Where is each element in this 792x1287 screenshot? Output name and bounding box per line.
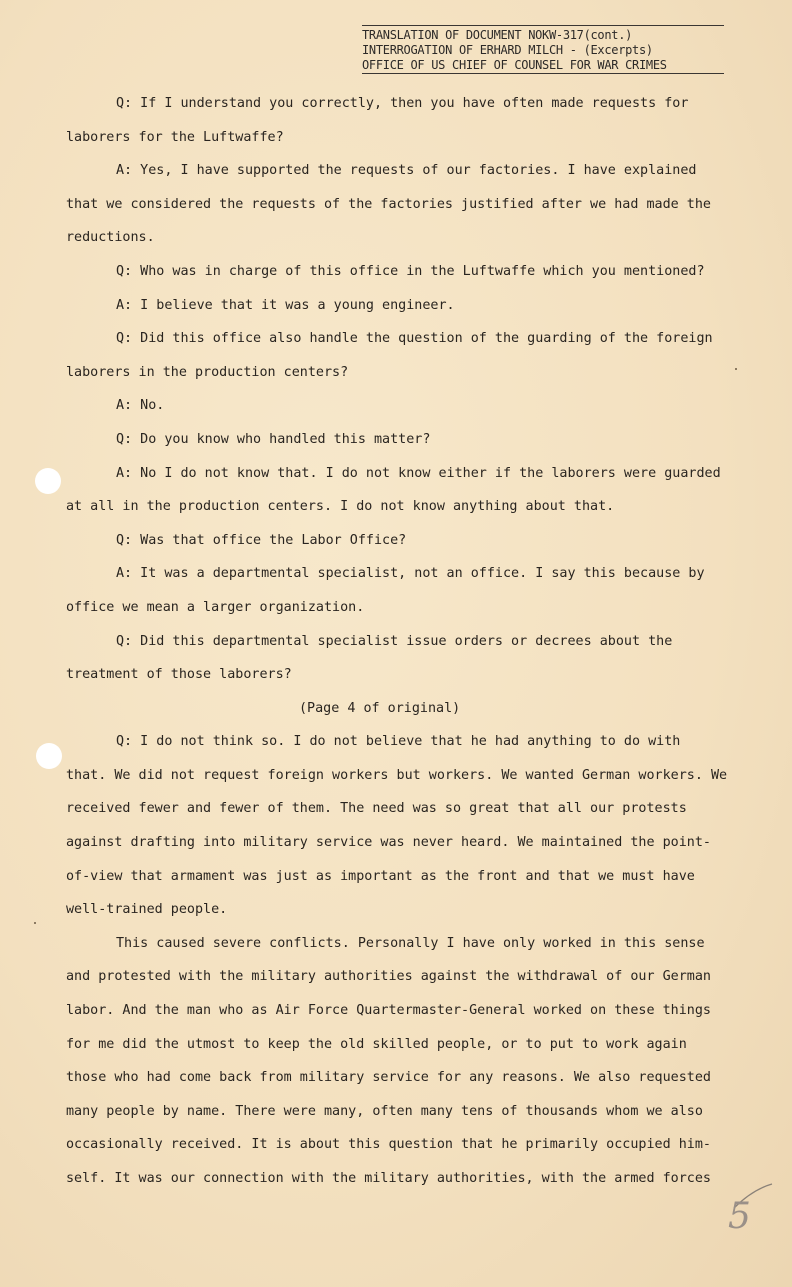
text-line: Q: Do you know who handled this matter? [116, 431, 431, 447]
text-line: A: No. [116, 398, 165, 414]
document-body [66, 94, 746, 1203]
header-office-line: OFFICE OF US CHIEF OF COUNSEL FOR WAR CRIMES [362, 58, 724, 74]
text-line: laborers for the Luftwaffe? [66, 129, 284, 145]
text-line: received fewer and fewer of them. The need was so great that all our protests [66, 801, 687, 817]
text-line: Q: Who was in charge of this office in the Luftwaffe which you mentioned? [116, 263, 705, 279]
punch-hole-upper [35, 468, 61, 494]
speck-mark [34, 922, 36, 924]
text-line: self. It was our connection with the military authorities, with the armed forces [66, 1171, 711, 1186]
header-interrogation-line: INTERROGATION OF ERHARD MILCH - (Excerpts) [362, 43, 653, 57]
page-reference-line: (Page 4 of original) [299, 700, 461, 716]
text-line: against drafting into military service was never heard. We maintained the point- [66, 835, 711, 851]
text-line: treatment of those laborers? [66, 667, 292, 683]
text-line: office we mean a larger organization. [66, 599, 365, 615]
header-top-rule [362, 25, 724, 26]
text-line: Q: Did this departmental specialist issue orders or decrees about the [116, 633, 673, 649]
text-line: This caused severe conflicts. Personally I have only worked in this sense [116, 935, 705, 951]
page-number-text: 5 [728, 1196, 751, 1236]
text-line: A: It was a departmental specialist, not an office. I say this because by [116, 566, 705, 582]
text-line: many people by name. There were many, often many tens of thousands whom we also [66, 1103, 703, 1119]
header-translation-line: TRANSLATION OF DOCUMENT NOKW-317(cont.) [362, 28, 633, 42]
text-line: A: Yes, I have supported the requests of our factories. I have explained [116, 163, 697, 179]
text-line: Q: I do not think so. I do not believe that he had anything to do with [116, 734, 681, 750]
punch-hole-lower [36, 743, 62, 769]
text-line: Q: Was that office the Labor Office? [116, 532, 407, 548]
text-line: those who had come back from military service for any reasons. We also requested [66, 1070, 711, 1086]
text-line: labor. And the man who as Air Force Quartermaster-General worked on these things [66, 1003, 711, 1019]
text-line: for me did the utmost to keep the old skilled people, or to put to work again [66, 1036, 687, 1052]
text-line: Q: Did this office also handle the question of the guarding of the foreign [116, 331, 713, 347]
text-line: reductions. [66, 230, 155, 246]
text-line: occasionally received. It is about this question that he primarily occupied him- [66, 1137, 711, 1153]
text-line: well-trained people. [66, 902, 228, 918]
text-line: A: I believe that it was a young engineer. [116, 297, 455, 313]
handwritten-page-number [726, 1176, 776, 1236]
text-line: that we considered the requests of the factories justified after we had made the [66, 196, 711, 212]
text-line: that. We did not request foreign workers but workers. We wanted German workers. We [66, 767, 728, 783]
text-line: Q: If I understand you correctly, then you have often made requests for [116, 96, 689, 111]
text-line: and protested with the military authorities against the withdrawal of our German [66, 969, 711, 985]
document-header [362, 28, 730, 74]
text-line: laborers in the production centers? [66, 364, 349, 380]
text-line: of-view that armament was just as important as the front and that we must have [66, 868, 695, 884]
text-line: A: No I do not know that. I do not know either if the laborers were guarded [116, 465, 721, 481]
text-line: at all in the production centers. I do not know anything about that. [66, 499, 615, 515]
